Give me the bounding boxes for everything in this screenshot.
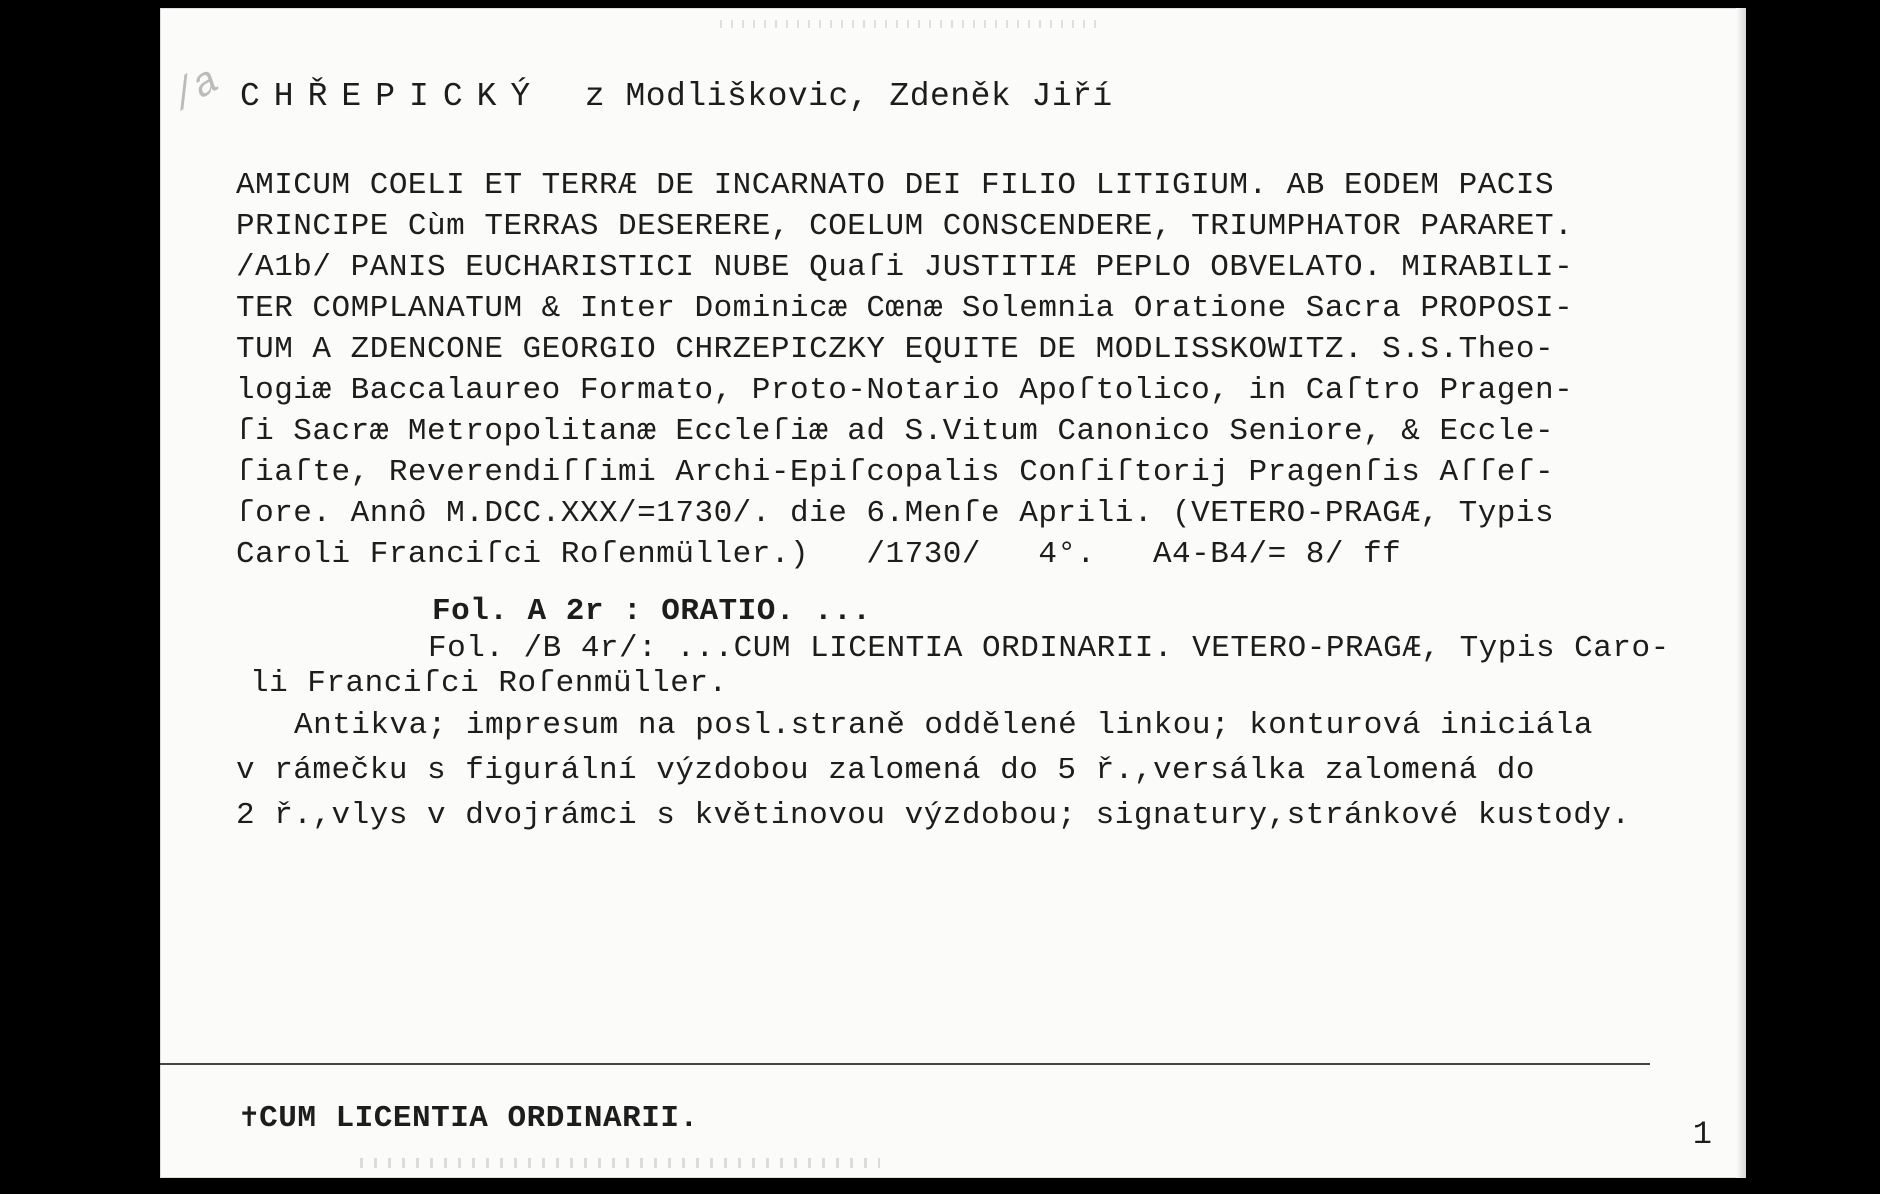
margin-scribble: /a	[163, 59, 229, 122]
title-line: /A1b/ PANIS EUCHARISTICI NUBE Quaſi JUSTITIÆ PEPLO OBVELATO. MIRABILI-	[236, 250, 1574, 285]
catalog-card	[160, 8, 1746, 1178]
title-line: Caroli Franciſci Roſenmüller.) /1730/ 4°. A4-B4/= 8/ ff	[236, 537, 1402, 572]
description-line: 2 ř.,vlys v dvojrámci s květinovou výzdobou; signatury,stránkové kustody.	[236, 798, 1631, 833]
footnote	[240, 1098, 699, 1136]
title-line: PRINCIPE Cùm TERRAS DESERERE, COELUM CONSCENDERE, TRIUMPHATOR PARARET.	[236, 209, 1574, 244]
title-line: ſiaſte, Reverendiſſimi Archi-Epiſcopalis Conſiſtorij Pragenſis Aſſeſ-	[236, 455, 1555, 490]
title-line: ſore. Annô M.DCC.XXX/=1730/. die 6.Menſe Aprili. (VETERO-PRAGÆ, Typis	[236, 496, 1555, 531]
title-line: AMICUM COELI ET TERRÆ DE INCARNATO DEI FILIO LITIGIUM. AB EODEM PACIS	[236, 168, 1555, 203]
heading-rest: z Modliškovic, Zdeněk Jiří	[584, 78, 1113, 115]
scan-noise	[360, 1158, 880, 1168]
folio-line-2: Fol. /B 4r/: ...CUM LICENTIA ORDINARII. VETERO-PRAGÆ, Typis Caro-	[428, 631, 1670, 666]
title-line: ſi Sacræ Metropolitanæ Eccleſiæ ad S.Vitum Canonico Seniore, & Eccle-	[236, 414, 1555, 449]
description-line: Antikva; impresum na posl.straně oddělené linkou; konturová iniciála	[294, 708, 1594, 743]
cross-mark-icon: ✝	[240, 1101, 260, 1136]
folio-line-2-cont: li Franciſci Roſenmüller.	[250, 666, 728, 701]
page-number: 1	[1692, 1116, 1712, 1153]
heading-surname: CHŘEPICKÝ	[240, 78, 545, 115]
separator-line	[160, 1063, 1650, 1065]
scan-noise	[720, 20, 1100, 28]
card-heading	[240, 78, 1113, 115]
footnote-text: CUM LICENTIA ORDINARII.	[259, 1101, 699, 1136]
folio-line-1: Fol. A 2r : ORATIO. ...	[432, 594, 872, 629]
description-line: v rámečku s figurální výzdobou zalomená do 5 ř.,versálka zalomená do	[236, 753, 1536, 788]
title-line: logiæ Baccalaureo Formato, Proto-Notario Apoſtolico, in Caſtro Pragen-	[236, 373, 1574, 408]
title-line: TUM A ZDENCONE GEORGIO CHRZEPICZKY EQUITE DE MODLISSKOWITZ. S.S.Theo-	[236, 332, 1555, 367]
title-line: TER COMPLANATUM & Inter Dominicæ Cœnæ Solemnia Oratione Sacra PROPOSI-	[236, 291, 1574, 326]
